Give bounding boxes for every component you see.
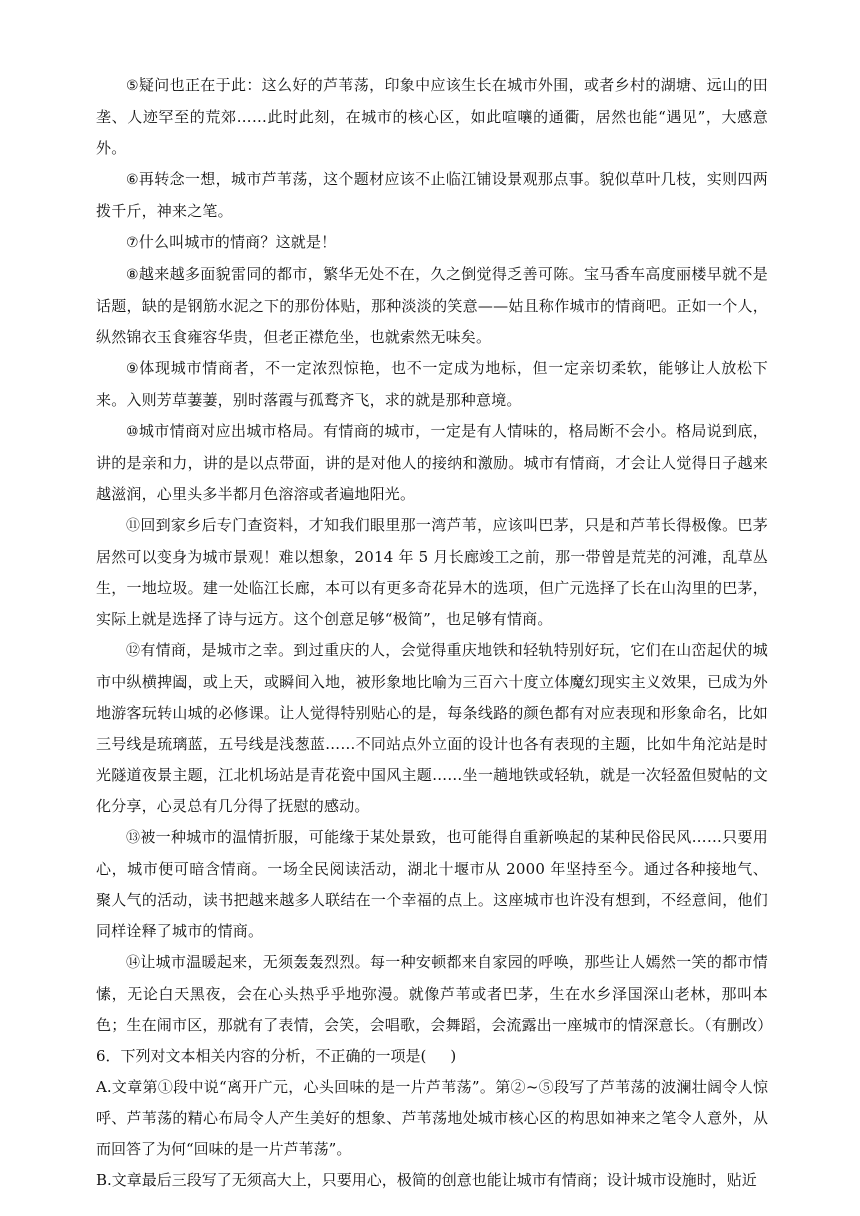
paragraph-text: 被一种城市的温情折服，可能缘于某处景致，也可能得自重新唤起的某种民俗民风……只要用心，城市便可暗含情商。一场全民阅读活动，湖北十堰市从 2000 年坚持至今。通过各种接地气、聚人气的活动，读书把越来越多人联结在一个幸福的点上。这座城市也许没有想到，不经意间，他们同样诠释了城市的情商。 xyxy=(96,828,768,940)
paragraph-text: 让城市温暖起来，无须轰轰烈烈。每一种安顿都来自家园的呼唤，那些让人嫣然一笑的都市情愫，无论白天黑夜，会在心头热乎乎地弥漫。就像芦苇或者巴茅，生在水乡泽国深山老林，那叫本色；生在闹市区，那就有了表情，会笑，会唱歌，会舞蹈，会流露出一座城市的情深意长。（有删改） xyxy=(96,953,773,1034)
paragraph-number: ⑪ xyxy=(126,518,141,534)
article-paragraph xyxy=(96,353,768,416)
paragraph-number: ⑫ xyxy=(126,643,141,659)
question-block xyxy=(96,1041,768,1196)
question-stem xyxy=(96,1041,768,1072)
question-stem-close: ) xyxy=(450,1047,457,1065)
article-paragraph xyxy=(96,70,768,164)
article-paragraph xyxy=(96,164,768,227)
paragraph-number: ⑬ xyxy=(126,830,141,846)
question-option: B.文章最后三段写了无须高大上，只要用心，极简的创意也能让城市有情商；设计城市设施时，贴近 xyxy=(96,1171,757,1189)
article-paragraph xyxy=(96,822,768,947)
paragraph-number: ⑦ xyxy=(126,235,139,251)
paragraph-number: ⑩ xyxy=(126,424,139,440)
article-paragraph xyxy=(96,259,768,353)
article-paragraph xyxy=(96,947,773,1041)
question-options xyxy=(96,1072,768,1196)
article-paragraph xyxy=(96,635,768,822)
paragraph-number: ⑭ xyxy=(126,955,141,971)
paragraph-text: 回到家乡后专门查资料，才知我们眼里那一湾芦苇，应该叫巴茅，只是和芦苇长得极像。巴茅居然可以变身为城市景观！难以想象，2014 年 5 月长廊竣工之前，那一带曾是荒芜的河滩，乱草丛生，一地垃圾。建一处临江长廊，本可以有更多奇花异木的选项，但广元选择了长在山沟里的巴茅，实际上就是选择了诗与远方。这个创意足够“极简”，也足够有情商。 xyxy=(96,516,768,628)
paragraph-text: 什么叫城市的情商？这就是！ xyxy=(138,233,337,251)
paragraph-number: ⑥ xyxy=(126,172,139,188)
paragraph-text: 有情商，是城市之幸。到过重庆的人，会觉得重庆地铁和轻轨特别好玩，它们在山峦起伏的城市中纵横捭阖，或上天，或瞬间入地，被形象地比喻为三百六十度立体魔幻现实主义效果，已成为外地游客玩转山城的必修课。让人觉得特别贴心的是，每条线路的颜色都有对应表现和形象命名，比如三号线是琉璃蓝，五号线是浅葱蓝……不同站点外立面的设计也各有表现的主题，比如牛角沱站是时光隧道夜景主题，江北机场站是青花瓷中国风主题……坐一趟地铁或轻轨，就是一次轻盈但熨帖的文化分享，心灵总有几分得了抚慰的感动。 xyxy=(96,641,768,815)
article-body xyxy=(96,70,773,1041)
document-page xyxy=(96,70,773,1196)
paragraph-text: 疑问也正在于此：这么好的芦苇荡，印象中应该生长在城市外围，或者乡村的湖塘、远山的田垄、人迹罕至的荒郊……此时此刻，在城市的核心区，如此喧嚷的通衢，居然也能“遇见”，大感意外。 xyxy=(96,76,768,157)
question-option: A.文章第①段中说“离开广元，心头回味的是一片芦苇荡”。第②~⑤段写了芦苇荡的波澜壮阔令人惊呼、芦苇荡的精心布局令人产生美好的想象、芦苇荡地处城市核心区的构思如神来之笔令人意外，从而回答了为何“回味的是一片芦苇荡”。 xyxy=(96,1078,768,1158)
article-paragraph xyxy=(96,227,768,259)
paragraph-text: 越来越多面貌雷同的都市，繁华无处不在，久之倒觉得乏善可陈。宝马香车高度丽楼早就不是话题，缺的是钢筋水泥之下的那份体贴，那种淡淡的笑意——姑且称作城市的情商吧。正如一个人，纵然锦衣玉食雍容华贵，但老正襟危坐，也就索然无味矣。 xyxy=(96,265,768,346)
paragraph-number: ⑧ xyxy=(126,267,139,283)
article-paragraph xyxy=(96,510,768,635)
paragraph-number: ⑨ xyxy=(126,361,140,377)
paragraph-text: 城市情商对应出城市格局。有情商的城市，一定是有人情味的，格局断不会小。格局说到底，讲的是亲和力，讲的是以点带面，讲的是对他人的接纳和激励。城市有情商，才会让人觉得日子越来越滋润，心里头多半都月色溶溶或者遍地阳光。 xyxy=(96,422,768,503)
paragraph-text: 体现城市情商者，不一定浓烈惊艳，也不一定成为地标，但一定亲切柔软，能够让人放松下来。入则芳草萋萋，别时落霞与孤鹜齐飞，求的就是那种意境。 xyxy=(96,359,768,409)
question-stem-text: 6．下列对文本相关内容的分析，不正确的一项是( xyxy=(96,1047,427,1065)
article-paragraph xyxy=(96,416,768,510)
paragraph-number: ⑤ xyxy=(126,78,139,94)
paragraph-text: 再转念一想，城市芦苇荡，这个题材应该不止临江铺设景观那点事。貌似草叶几枝，实则四两拨千斤，神来之笔。 xyxy=(96,170,768,220)
